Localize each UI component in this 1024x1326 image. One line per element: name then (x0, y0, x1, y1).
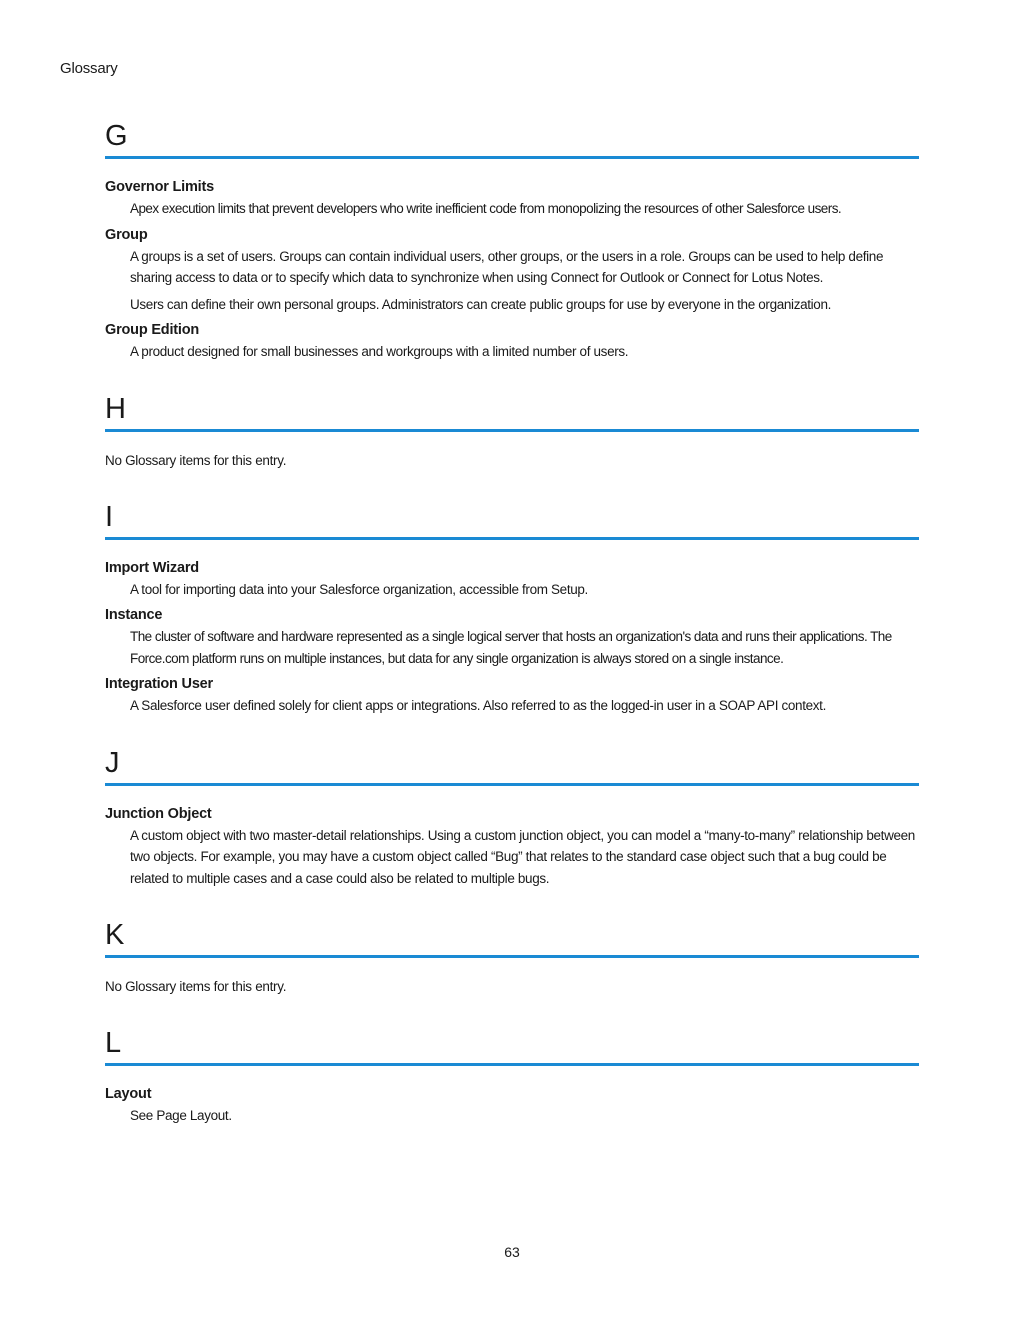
section-letter-i: I (105, 500, 114, 533)
section-g (105, 118, 919, 363)
no-items-note-h: No Glossary items for this entry. (105, 452, 287, 468)
page-number: 63 (504, 1244, 520, 1260)
glossary-content (105, 118, 919, 1155)
no-items-note-k: No Glossary items for this entry. (105, 979, 287, 994)
definition-group-p1: A groups is a set of users. Groups can contain individual users, other groups, or the users in a role. Groups can be used to help define sharing access to data or to specify which data to synchronize when using Connect for Outlook or Connect for Lotus Notes. (130, 248, 884, 285)
term-governor-limits: Governor Limits (105, 179, 214, 195)
term-junction-object: Junction Object (105, 805, 212, 822)
section-letter-l: L (105, 1027, 122, 1059)
definition-group-p2: Users can define their own personal groups. Administrators can create public groups for use by everyone in the organization. (130, 296, 832, 312)
section-rule (105, 1063, 919, 1066)
section-l (105, 1025, 919, 1127)
term-instance: Instance (105, 607, 163, 623)
section-rule (105, 156, 919, 159)
running-header: Glossary (60, 60, 118, 77)
definition-junction-object: A custom object with two master-detail relationships. Using a custom junction object, you can model a “many-to-many” relationship between two objects. For example, you may have a custom object called “Bug” that relates to the standard case object such that a bug could be related to multiple cases and a case could also be related to multiple bugs. (130, 827, 915, 886)
term-group: Group (105, 226, 148, 243)
term-group-edition: Group Edition (105, 322, 200, 338)
section-rule (105, 429, 919, 432)
term-layout: Layout (105, 1086, 152, 1102)
section-rule (105, 783, 919, 786)
definition-layout: See Page Layout. (130, 1108, 232, 1123)
definition-instance: The cluster of software and hardware represented as a single logical server that hosts an organization's data and runs their applications. The Force.com platform runs on multiple instances, but data for any single organization is always stored on a single instance. (130, 629, 892, 666)
definition-integration-user: A Salesforce user defined solely for client apps or integrations. Also referred to as the logged-in user in a SOAP API context. (130, 698, 826, 713)
section-rule (105, 955, 919, 958)
section-k (105, 917, 919, 997)
definition-governor-limits: Apex execution limits that prevent developers who write inefficient code from monopolizing the resources of other Salesforce users. (130, 201, 842, 216)
term-import-wizard: Import Wizard (105, 559, 199, 576)
section-letter-j: J (105, 746, 120, 779)
section-i (105, 499, 919, 717)
definition-group-edition: A product designed for small businesses and workgroups with a limited number of users. (130, 344, 629, 359)
term-integration-user: Integration User (105, 676, 213, 692)
section-letter-k: K (105, 919, 125, 951)
section-j (105, 745, 919, 890)
section-h (105, 391, 919, 471)
definition-import-wizard: A tool for importing data into your Salesforce organization, accessible from Setup. (130, 581, 588, 597)
section-letter-h: H (105, 392, 126, 425)
section-letter-g: G (105, 120, 128, 152)
section-rule (105, 537, 919, 540)
